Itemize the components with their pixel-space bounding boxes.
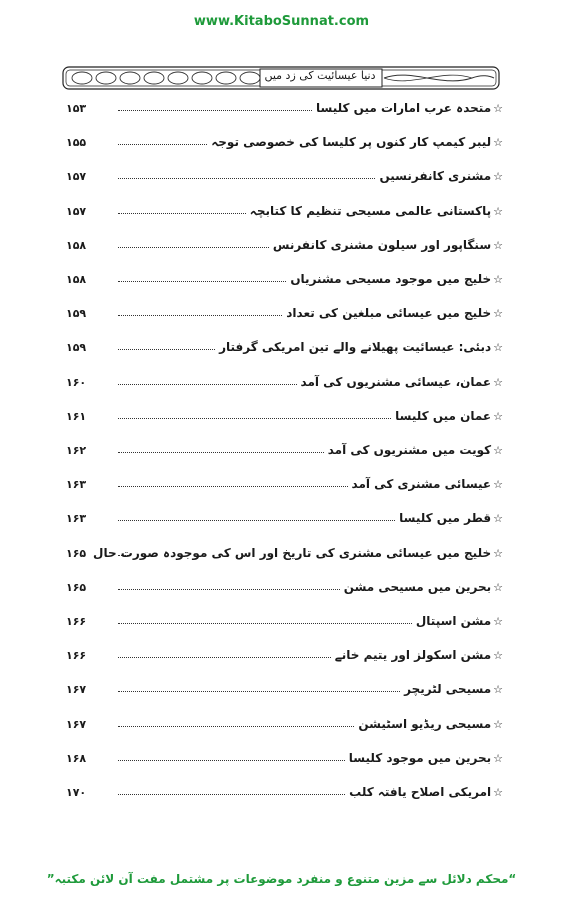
page-number: ۱۶۵ (66, 547, 87, 560)
site-url[interactable]: www.KitaboSunnat.com (193, 14, 370, 29)
toc-entry-text: متحدہ عرب امارات میں کلیسا (316, 101, 492, 115)
page-number: ۱۶۳ (66, 512, 87, 525)
leader-dots (118, 349, 215, 350)
toc-entry-text: مشن اسپتال (415, 614, 492, 628)
toc-entry-title (250, 204, 503, 218)
page-number: ۱۵۵ (66, 136, 87, 149)
toc-entry-text: پاکستانی عالمی مسیحی تنظیم کا کتابچہ (249, 204, 492, 218)
page-number: ۱۶۷ (66, 683, 87, 696)
page-number: ۱۵۹ (66, 341, 87, 354)
toc-entry-title (328, 443, 503, 457)
leader-dots (118, 760, 345, 761)
leader-dots (118, 213, 246, 214)
toc-entry-title (219, 340, 503, 354)
toc-entry-title (379, 169, 503, 183)
toc-entry-text: خلیج میں عیسائی مشنری کی تاریخ اور اس کی موجودہ صورت حال (93, 546, 492, 560)
toc-entry-text: امریکی اصلاح یافتہ کلب (349, 785, 492, 799)
leader-dots (118, 144, 207, 145)
toc-row[interactable] (0, 647, 563, 677)
page-number: ۱۶۲ (66, 444, 87, 457)
star-icon: ☆ (493, 615, 503, 628)
leader-dots (118, 418, 391, 419)
chapter-title: دنیا عیسائیت کی زد میں (264, 69, 376, 82)
footer-text: محکم دلائل سے مزین متنوع و منفرد موضوعات پر مشتمل مفت آن لائن مکتبہ (54, 872, 509, 886)
toc-row[interactable] (0, 442, 563, 472)
toc-entry-title (358, 717, 503, 731)
star-icon: ☆ (493, 512, 503, 525)
toc-entry-title (344, 580, 503, 594)
toc-entry-text: مشنری کانفرنسیں (379, 169, 492, 183)
toc-row[interactable] (0, 203, 563, 233)
star-icon: ☆ (493, 341, 503, 354)
toc-row[interactable] (0, 100, 563, 130)
toc-row[interactable] (0, 750, 563, 780)
page-number: ۱۵۳ (66, 102, 87, 115)
star-icon: ☆ (493, 170, 503, 183)
leader-dots (118, 384, 297, 385)
leader-dots (118, 623, 412, 624)
toc-entry-title (395, 409, 503, 423)
toc-entry-text: مسیحی لٹریچر (404, 682, 492, 696)
toc-row[interactable] (0, 476, 563, 506)
leader-dots (118, 452, 324, 453)
page-number: ۱۶۸ (66, 752, 87, 765)
star-icon: ☆ (493, 786, 503, 799)
page-number: ۱۶۰ (66, 376, 87, 389)
leader-dots (118, 657, 331, 658)
star-icon: ☆ (493, 273, 503, 286)
star-icon: ☆ (493, 205, 503, 218)
toc-row[interactable] (0, 784, 563, 814)
toc-entry-title (93, 546, 503, 560)
toc-entry-text: قطر میں کلیسا (399, 511, 492, 525)
toc-row[interactable] (0, 374, 563, 404)
leader-dots (118, 315, 282, 316)
page-number: ۱۶۱ (66, 410, 87, 423)
toc-row[interactable] (0, 168, 563, 198)
page-number: ۱۵۸ (66, 273, 87, 286)
toc-entry-title (286, 306, 503, 320)
star-icon: ☆ (493, 478, 503, 491)
leader-dots (118, 691, 400, 692)
toc-row[interactable] (0, 339, 563, 369)
toc-entry-text: خلیج میں موجود مسیحی مشنریاں (290, 272, 492, 286)
toc-entry-title (301, 375, 503, 389)
star-icon: ☆ (493, 581, 503, 594)
toc-entry-title (273, 238, 503, 252)
toc-row[interactable] (0, 579, 563, 609)
leader-dots (118, 794, 345, 795)
toc-entry-title (352, 477, 503, 491)
toc-entry-title (316, 101, 503, 115)
leader-dots (118, 247, 269, 248)
toc-entry-text: کویت میں مشنریوں کی آمد (327, 443, 492, 457)
toc-row[interactable] (0, 545, 563, 575)
star-icon: ☆ (493, 752, 503, 765)
star-icon: ☆ (493, 547, 503, 560)
toc-entry-title (349, 785, 503, 799)
toc-entry-title (349, 751, 503, 765)
toc-entry-text: مسیحی ریڈیو اسٹیشن (358, 717, 492, 731)
star-icon: ☆ (493, 649, 503, 662)
star-icon: ☆ (493, 376, 503, 389)
page-number: ۱۶۷ (66, 718, 87, 731)
toc-row[interactable] (0, 134, 563, 164)
leader-dots (118, 281, 286, 282)
toc-entry-text: بحرین میں موجود کلیسا (348, 751, 492, 765)
leader-dots (118, 520, 395, 521)
star-icon: ☆ (493, 718, 503, 731)
footer-tagline: “محکم دلائل سے مزین متنوع و منفرد موضوعات پر مشتمل مفت آن لائن مکتبہ” (46, 872, 517, 886)
leader-dots (118, 178, 375, 179)
page-number: ۱۵۹ (66, 307, 87, 320)
toc-entry-title (416, 614, 503, 628)
page-number: ۱۷۰ (66, 786, 87, 799)
star-icon: ☆ (493, 683, 503, 696)
page-number: ۱۶۳ (66, 478, 87, 491)
star-icon: ☆ (493, 410, 503, 423)
toc-entry-text: عمان، عیسائی مشنریوں کی آمد (300, 375, 492, 389)
page-number: ۱۵۷ (66, 205, 87, 218)
toc-entry-text: سنگاپور اور سیلون مشنری کانفرنس (272, 238, 492, 252)
leader-dots (118, 110, 312, 111)
toc-entry-text: عیسائی مشنری کی آمد (351, 477, 492, 491)
toc-entry-title (335, 648, 503, 662)
page-number: ۱۶۶ (66, 615, 87, 628)
star-icon: ☆ (493, 239, 503, 252)
toc-row[interactable] (0, 271, 563, 301)
page-number: ۱۶۵ (66, 581, 87, 594)
leader-dots (118, 589, 340, 590)
toc-entry-title (399, 511, 503, 525)
toc-row[interactable] (0, 681, 563, 711)
toc-entry-text: مشن اسکولز اور یتیم خانے (334, 648, 492, 662)
leader-dots (118, 486, 348, 487)
toc-row[interactable] (0, 510, 563, 540)
toc-row[interactable] (0, 716, 563, 746)
toc-entry-text: عمان میں کلیسا (395, 409, 492, 423)
toc-entry-text: خلیج میں عیسائی مبلغین کی تعداد (286, 306, 492, 320)
star-icon: ☆ (493, 307, 503, 320)
toc-row[interactable] (0, 408, 563, 438)
toc-entry-title (290, 272, 503, 286)
toc-entry-title (404, 682, 503, 696)
star-icon: ☆ (493, 102, 503, 115)
page-number: ۱۵۷ (66, 170, 87, 183)
toc-row[interactable] (0, 305, 563, 335)
page-number: ۱۶۶ (66, 649, 87, 662)
toc-row[interactable] (0, 613, 563, 643)
star-icon: ☆ (493, 444, 503, 457)
toc-row[interactable] (0, 237, 563, 267)
page-number: ۱۵۸ (66, 239, 87, 252)
leader-dots (118, 726, 354, 727)
toc-entry-title (211, 135, 503, 149)
star-icon: ☆ (493, 136, 503, 149)
toc-entry-text: لیبر کیمپ کار کنوں پر کلیسا کی خصوصی توجہ (211, 135, 492, 149)
toc-entry-text: بحرین میں مسیحی مشن (343, 580, 492, 594)
toc-entry-text: دبئی: عیسائیت پھیلانے والے تین امریکی گرفتار (219, 340, 492, 354)
